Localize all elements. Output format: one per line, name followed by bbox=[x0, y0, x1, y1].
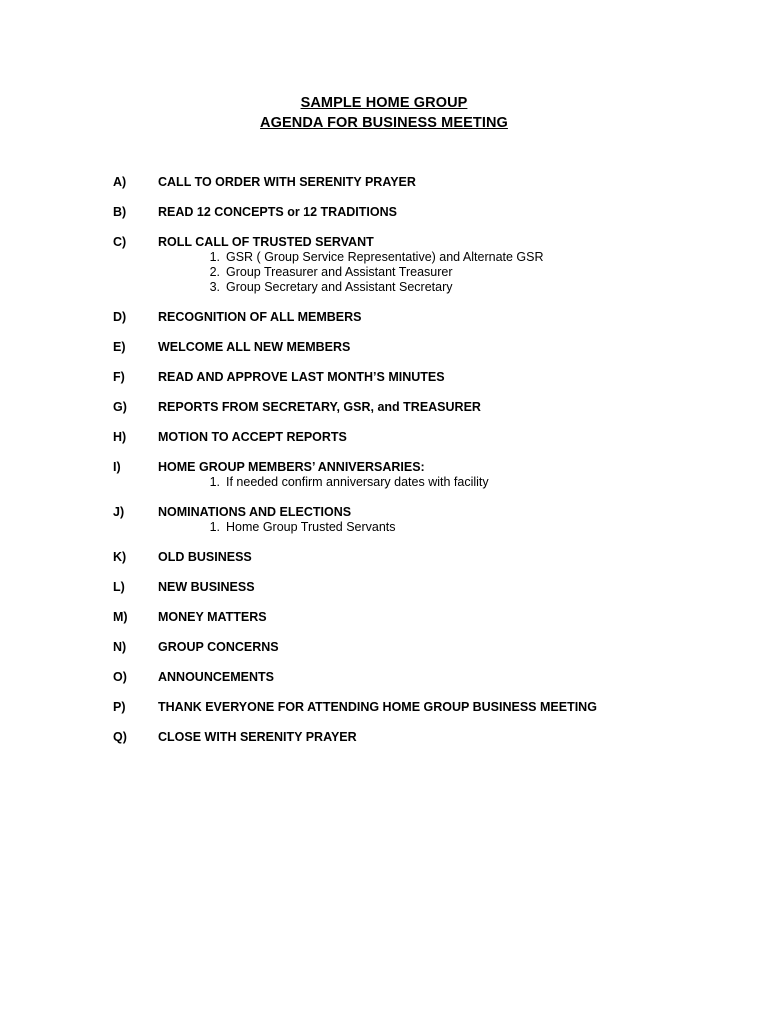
agenda-item-text: READ 12 CONCEPTS or 12 TRADITIONS bbox=[158, 205, 397, 219]
agenda-item bbox=[0, 370, 768, 385]
agenda-list bbox=[0, 175, 768, 760]
agenda-subitem bbox=[209, 475, 768, 490]
agenda-item-letter: O) bbox=[113, 670, 127, 684]
agenda-subitem-number: 1. bbox=[209, 250, 220, 264]
agenda-subitem-text: If needed confirm anniversary dates with facility bbox=[226, 475, 489, 489]
agenda-item-text: GROUP CONCERNS bbox=[158, 640, 279, 654]
agenda-item-text: MONEY MATTERS bbox=[158, 610, 267, 624]
agenda-item-letter: G) bbox=[113, 400, 127, 414]
agenda-subitem-text: Group Treasurer and Assistant Treasurer bbox=[226, 265, 453, 279]
agenda-item-text: THANK EVERYONE FOR ATTENDING HOME GROUP BUSINESS MEETING bbox=[158, 700, 597, 714]
agenda-subitem bbox=[209, 265, 768, 280]
agenda-item bbox=[0, 580, 768, 595]
agenda-item-letter: M) bbox=[113, 610, 128, 624]
agenda-item bbox=[0, 310, 768, 325]
agenda-item-letter: H) bbox=[113, 430, 127, 444]
agenda-item-letter: J) bbox=[113, 505, 125, 519]
agenda-item-text: HOME GROUP MEMBERS’ ANNIVERSARIES: bbox=[158, 460, 425, 474]
agenda-item-text: ROLL CALL OF TRUSTED SERVANT bbox=[158, 235, 374, 249]
agenda-item-text: CALL TO ORDER WITH SERENITY PRAYER bbox=[158, 175, 416, 189]
agenda-item-text: REPORTS FROM SECRETARY, GSR, and TREASURER bbox=[158, 400, 481, 414]
document-title bbox=[0, 93, 768, 133]
agenda-item-letter: A) bbox=[113, 175, 127, 189]
agenda-item-letter: N) bbox=[113, 640, 127, 654]
agenda-item-letter: Q) bbox=[113, 730, 127, 744]
agenda-subitem bbox=[209, 520, 768, 535]
agenda-sublist bbox=[0, 520, 768, 535]
agenda-subitem-text: Home Group Trusted Servants bbox=[226, 520, 396, 534]
agenda-subitem-number: 3. bbox=[209, 280, 220, 294]
agenda-item-text: OLD BUSINESS bbox=[158, 550, 252, 564]
agenda-subitem-number: 1. bbox=[209, 475, 220, 489]
agenda-item bbox=[0, 640, 768, 655]
agenda-item bbox=[0, 670, 768, 685]
agenda-item-text: RECOGNITION OF ALL MEMBERS bbox=[158, 310, 362, 324]
agenda-item bbox=[0, 175, 768, 190]
agenda-item-letter: P) bbox=[113, 700, 126, 714]
agenda-item-text: NOMINATIONS AND ELECTIONS bbox=[158, 505, 352, 519]
agenda-item-text: WELCOME ALL NEW MEMBERS bbox=[158, 340, 351, 354]
agenda-item bbox=[0, 205, 768, 220]
agenda-sublist bbox=[0, 475, 768, 490]
agenda-item bbox=[0, 700, 768, 715]
agenda-item bbox=[0, 430, 768, 445]
agenda-item bbox=[0, 730, 768, 745]
agenda-item-letter: C) bbox=[113, 235, 127, 249]
agenda-subitem-text: Group Secretary and Assistant Secretary bbox=[226, 280, 453, 294]
agenda-sublist bbox=[0, 250, 768, 295]
agenda-subitem bbox=[209, 280, 768, 295]
agenda-subitem-number: 1. bbox=[209, 520, 220, 534]
agenda-item bbox=[0, 505, 768, 535]
agenda-item bbox=[0, 460, 768, 490]
title-line-1: SAMPLE HOME GROUP bbox=[300, 95, 468, 111]
agenda-subitem bbox=[209, 250, 768, 265]
agenda-subitem-text: GSR ( Group Service Representative) and Alternate GSR bbox=[226, 250, 544, 264]
agenda-item-text: READ AND APPROVE LAST MONTH’S MINUTES bbox=[158, 370, 445, 384]
agenda-item-letter: I) bbox=[113, 460, 121, 474]
agenda-item-text: NEW BUSINESS bbox=[158, 580, 255, 594]
agenda-subitem-number: 2. bbox=[209, 265, 220, 279]
agenda-item bbox=[0, 400, 768, 415]
agenda-item-letter: L) bbox=[113, 580, 125, 594]
agenda-item bbox=[0, 610, 768, 625]
agenda-item-text: CLOSE WITH SERENITY PRAYER bbox=[158, 730, 357, 744]
agenda-item-letter: D) bbox=[113, 310, 127, 324]
agenda-item-letter: K) bbox=[113, 550, 127, 564]
agenda-item-letter: F) bbox=[113, 370, 125, 384]
agenda-item-text: ANNOUNCEMENTS bbox=[158, 670, 274, 684]
agenda-item-text: MOTION TO ACCEPT REPORTS bbox=[158, 430, 347, 444]
agenda-item bbox=[0, 340, 768, 355]
agenda-item bbox=[0, 235, 768, 295]
agenda-item bbox=[0, 550, 768, 565]
title-line-2: AGENDA FOR BUSINESS MEETING bbox=[260, 115, 508, 131]
agenda-item-letter: E) bbox=[113, 340, 126, 354]
agenda-item-letter: B) bbox=[113, 205, 127, 219]
